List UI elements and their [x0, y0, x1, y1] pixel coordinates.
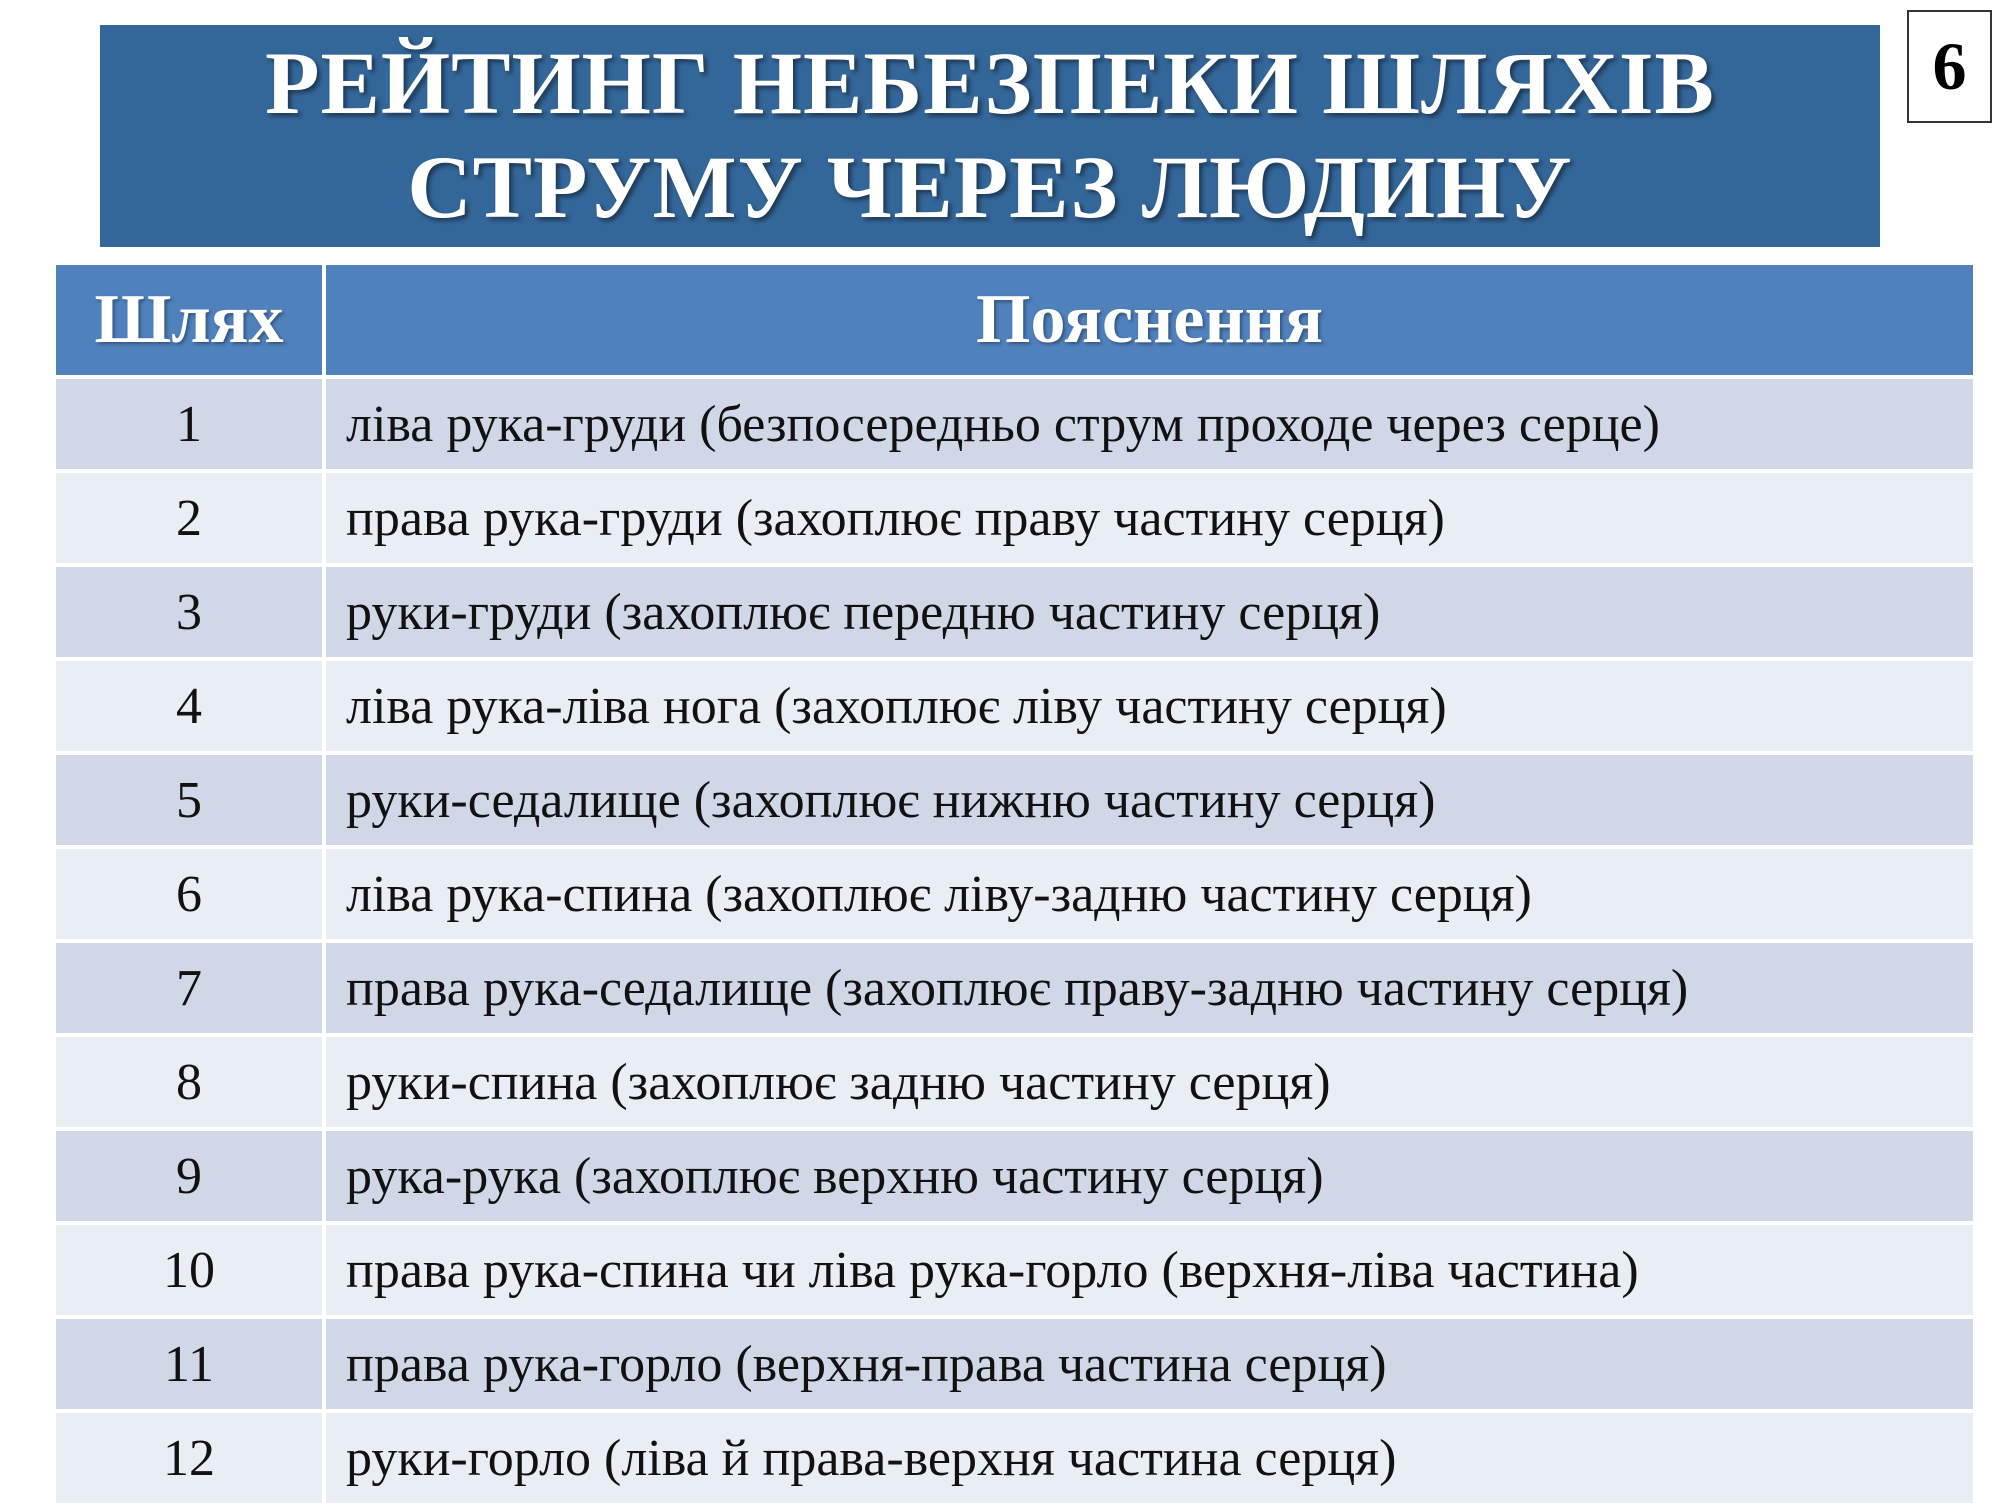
row-path-number: 9: [56, 1131, 322, 1221]
row-path-number: 2: [56, 473, 322, 563]
title-banner: [100, 25, 1880, 247]
row-explanation: права рука-груди (захоплює праву частину серця): [326, 473, 1973, 563]
row-path-number: 11: [56, 1319, 322, 1409]
row-explanation: права рука-горло (верхня-права частина серця): [326, 1319, 1973, 1409]
row-explanation: права рука-спина чи ліва рука-горло (верхня-ліва частина): [326, 1225, 1973, 1315]
table-row: [56, 1037, 1973, 1127]
header-explanation: Пояснення: [326, 265, 1973, 375]
row-explanation: рука-рука (захоплює верхню частину серця): [326, 1131, 1973, 1221]
row-path-number: 1: [56, 379, 322, 469]
row-path-number: 4: [56, 661, 322, 751]
row-explanation: руки-груди (захоплює передню частину серця): [326, 567, 1973, 657]
row-path-number: 8: [56, 1037, 322, 1127]
table-row: [56, 943, 1973, 1033]
row-explanation: руки-спина (захоплює задню частину серця): [326, 1037, 1973, 1127]
row-explanation: ліва рука-груди (безпосередньо струм проходе через серце): [326, 379, 1973, 469]
row-path-number: 3: [56, 567, 322, 657]
table-body: [56, 379, 1973, 1503]
table-row: [56, 473, 1973, 563]
row-path-number: 10: [56, 1225, 322, 1315]
row-explanation: руки-горло (ліва й права-верхня частина серця): [326, 1413, 1973, 1503]
row-path-number: 12: [56, 1413, 322, 1503]
title-line-1: РЕЙТИНГ НЕБЕЗПЕКИ ШЛЯХІВ: [265, 35, 1715, 133]
slide-number-badge: 6: [1907, 10, 1992, 123]
table-row: [56, 567, 1973, 657]
table-row: [56, 1131, 1973, 1221]
row-explanation: ліва рука-ліва нога (захоплює ліву частину серця): [326, 661, 1973, 751]
table-row: [56, 1413, 1973, 1503]
table-row: [56, 755, 1973, 845]
header-path: Шлях: [56, 265, 322, 375]
row-explanation: ліва рука-спина (захоплює ліву-задню частину серця): [326, 849, 1973, 939]
table-row: [56, 1319, 1973, 1409]
row-explanation: права рука-седалище (захоплює праву-задню частину серця): [326, 943, 1973, 1033]
table-row: [56, 1225, 1973, 1315]
table-row: [56, 379, 1973, 469]
title-line-2: СТРУМУ ЧЕРЕЗ ЛЮДИНУ: [407, 139, 1573, 237]
row-explanation: руки-седалище (захоплює нижню частину серця): [326, 755, 1973, 845]
table-row: [56, 661, 1973, 751]
row-path-number: 7: [56, 943, 322, 1033]
row-path-number: 6: [56, 849, 322, 939]
table-row: [56, 849, 1973, 939]
table-header-row: [56, 265, 1973, 375]
danger-rating-table: [56, 265, 1973, 1507]
row-path-number: 5: [56, 755, 322, 845]
